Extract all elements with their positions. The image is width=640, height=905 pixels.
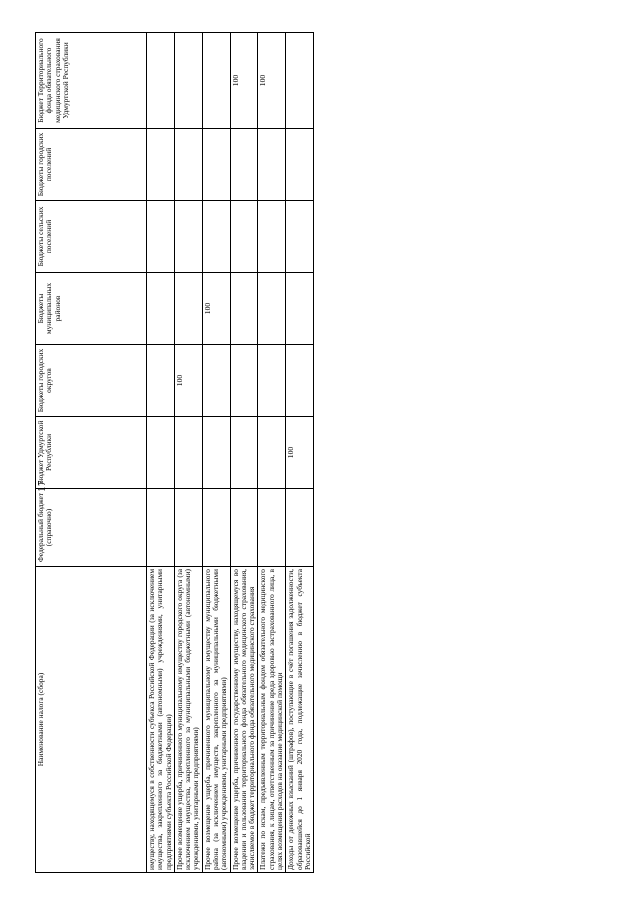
- column-header-urban-settlements-budgets: Бюджеты городских поселений: [36, 128, 147, 200]
- row-value-federal: [258, 488, 286, 566]
- row-value-urban-settlements: [202, 128, 230, 200]
- row-value-urban-districts: [230, 344, 258, 416]
- row-value-municipal-districts: [258, 272, 286, 344]
- row-value-municipal-districts: [147, 272, 175, 344]
- table-row: [147, 32, 175, 872]
- row-value-federal: [174, 488, 202, 566]
- landscape-table-area: [35, 33, 605, 873]
- table-row: [286, 32, 314, 872]
- row-value-republic: 100: [286, 416, 314, 488]
- row-value-republic: [230, 416, 258, 488]
- row-value-urban-settlements: [286, 128, 314, 200]
- row-value-urban-settlements: [147, 128, 175, 200]
- row-value-urban-districts: [286, 344, 314, 416]
- table-row: [258, 32, 286, 872]
- table-row: [230, 32, 258, 872]
- row-value-rural-settlements: [230, 200, 258, 272]
- row-value-federal: [286, 488, 314, 566]
- row-value-urban-settlements: [174, 128, 202, 200]
- column-header-urban-districts-budgets: Бюджеты городских округов: [36, 344, 147, 416]
- row-value-municipal-districts: [286, 272, 314, 344]
- row-value-municipal-districts: [174, 272, 202, 344]
- row-value-rural-settlements: [286, 200, 314, 272]
- row-value-rural-settlements: [147, 200, 175, 272]
- table-row: [202, 32, 230, 872]
- row-name: Прочее возмещение ущерба, причиненного муниципальному имуществу городского округа (за исключением имущества, закрепленного за муниципальными бюджетными (автономными) учреждениями, унитарными предприятиями): [174, 566, 202, 872]
- row-value-rural-settlements: [202, 200, 230, 272]
- row-name: Прочее возмещение ущерба, причиненного государственному имуществу, находящемуся во владении и пользовании территориального фонда обязательного медицинского страхования, зачисляемое в бюджет территориального фонда обязательного медицинского страхования: [230, 566, 258, 872]
- table-header: [36, 32, 147, 872]
- row-value-territorial-fund: [174, 32, 202, 128]
- row-value-urban-districts: [147, 344, 175, 416]
- row-value-urban-districts: 100: [174, 344, 202, 416]
- row-value-urban-districts: [258, 344, 286, 416]
- row-name: Доходы от денежных взысканий (штрафов), поступающие в счёт погашения задолженности, образовавшейся до 1 января 2020 года, подлежащие зачислению в бюджет субъекта Российской: [286, 566, 314, 872]
- row-value-federal: [230, 488, 258, 566]
- budget-distribution-table: [35, 32, 314, 873]
- column-header-rural-settlements-budgets: Бюджеты сельских поселений: [36, 200, 147, 272]
- column-header-territorial-fund-budget: Бюджет Территориального фонда обязательного медицинского страхования Удмуртской Республики: [36, 32, 147, 128]
- row-value-urban-districts: [202, 344, 230, 416]
- row-value-territorial-fund: 100: [230, 32, 258, 128]
- column-header-name: Наименование налога (сбора): [36, 566, 147, 872]
- row-value-rural-settlements: [258, 200, 286, 272]
- row-name: Прочее возмещение ущерба, причиненного муниципальному имуществу муниципального района (за исключением имуществ, закрепленного за муниципальными бюджетными (автономными) учреждениями, унитарными предприятиями): [202, 566, 230, 872]
- row-value-rural-settlements: [174, 200, 202, 272]
- table-row: [174, 32, 202, 872]
- row-name: Платежи по искам, предъявленным территориальным фондом обязательного медицинского страхования, к лицам, ответственным за причинение вреда здоровью застрахованного лица, в целях возмещения расходов на оказание медицинской помощи: [258, 566, 286, 872]
- row-value-territorial-fund: 100: [258, 32, 286, 128]
- table-header-row: [36, 32, 147, 872]
- column-header-municipal-districts-budgets: Бюджеты муниципальных районов: [36, 272, 147, 344]
- row-value-urban-settlements: [258, 128, 286, 200]
- column-header-udmurt-republic-budget: Бюджет Удмуртской Республики: [36, 416, 147, 488]
- row-value-municipal-districts: 100: [202, 272, 230, 344]
- row-value-territorial-fund: [286, 32, 314, 128]
- row-value-republic: [202, 416, 230, 488]
- row-value-republic: [147, 416, 175, 488]
- page-number: 17: [36, 480, 48, 492]
- row-name: имуществу, находящемуся в собственности субъекса Российской Федерации (за исключением имущества, закрепленного за бюджетными (автономными) учреждениями, унитарными предприятиями субъекта Российской Федерации): [147, 566, 175, 872]
- row-value-federal: [147, 488, 175, 566]
- row-value-republic: [258, 416, 286, 488]
- column-header-federal-budget: Федеральный бюджет (справочно): [36, 488, 147, 566]
- row-value-municipal-districts: [230, 272, 258, 344]
- row-value-territorial-fund: [202, 32, 230, 128]
- row-value-urban-settlements: [230, 128, 258, 200]
- row-value-republic: [174, 416, 202, 488]
- table-body: [147, 32, 314, 872]
- row-value-federal: [202, 488, 230, 566]
- row-value-territorial-fund: [147, 32, 175, 128]
